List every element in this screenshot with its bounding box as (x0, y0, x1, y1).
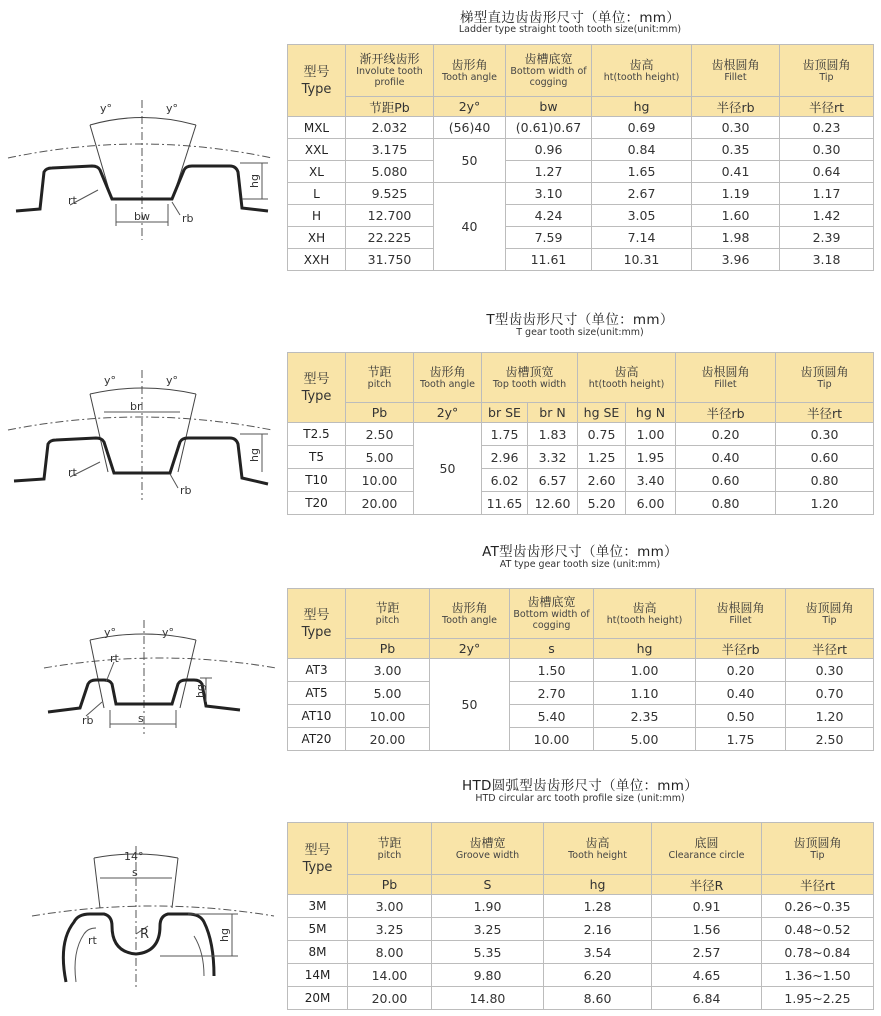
section-subtitle: AT type gear tooth size (unit:mm) (499, 559, 661, 570)
table-row: AT3 3.00 50 1.50 1.00 0.20 0.30 (288, 659, 874, 682)
angle-label: y° (162, 626, 175, 639)
s-label: s (132, 866, 138, 879)
table-row: 3M 3.00 1.90 1.28 0.91 0.26~0.35 (288, 895, 874, 918)
bw-label: bw (134, 210, 150, 223)
unit-cell: hg (544, 875, 652, 895)
rb-label: rb (82, 714, 94, 727)
header-col: 齿槽底宽 Bottom width of cogging (506, 45, 592, 97)
rt-label: rt (88, 934, 97, 947)
unit-cell: 半径rb (696, 639, 786, 659)
angle-label: y° (166, 374, 179, 387)
header-type: 型号 Type (288, 823, 348, 895)
table-row: L 9.525 40 3.10 2.67 1.19 1.17 (288, 183, 874, 205)
t-spec-table (287, 352, 874, 515)
angle-label: y° (166, 102, 179, 115)
unit-cell: hg (592, 97, 692, 117)
section-title: 梯型直边齿齿形尺寸（单位：mm） (459, 10, 681, 26)
unit-cell: 半径rt (786, 639, 874, 659)
unit-cell: S (432, 875, 544, 895)
header-col: 齿形角 Tooth angle (434, 45, 506, 97)
header-col: 齿顶圆角 Tip (776, 353, 874, 403)
unit-cell: br N (528, 403, 578, 423)
header-col: 齿顶圆角 Tip (786, 589, 874, 639)
header-col: 底圆 Clearance circle (652, 823, 762, 875)
at-tooth-diagram (40, 612, 280, 742)
header-col: 齿顶圆角 Tip (780, 45, 874, 97)
section-subtitle: HTD circular arc tooth profile size (unit:mm) (475, 793, 685, 804)
hg-label: hg (248, 174, 261, 188)
unit-cell: Pb (348, 875, 432, 895)
table-row: T20 20.00 11.65 12.60 5.20 6.00 0.80 1.20 (288, 492, 874, 515)
radius-label: R (140, 927, 150, 942)
unit-cell: 2y° (430, 639, 510, 659)
header-col: 齿槽顶宽 Top tooth width (482, 353, 578, 403)
header-col: 齿形角 Tooth angle (414, 353, 482, 403)
table-row: MXL 2.032 (56)40 (0.61)0.67 0.69 0.30 0.23 (288, 117, 874, 139)
header-col: 齿根圆角 Fillet (696, 589, 786, 639)
angle-label: 14° (124, 850, 144, 863)
table-row: XXH 31.750 11.61 10.31 3.96 3.18 (288, 249, 874, 271)
t-tooth-diagram (0, 360, 280, 520)
unit-cell: 2y° (414, 403, 482, 423)
header-col: 渐开线齿形 Involute tooth profile (346, 45, 434, 97)
header-type: 型号 Type (288, 589, 346, 659)
br-label: br (130, 400, 142, 413)
unit-cell: 2y° (434, 97, 506, 117)
table-row: 5M 3.25 3.25 2.16 1.56 0.48~0.52 (288, 918, 874, 941)
header-col: 齿槽底宽 Bottom width of cogging (510, 589, 594, 639)
unit-cell: 半径R (652, 875, 762, 895)
header-col: 节距 pitch (346, 589, 430, 639)
table-row: XL 5.080 1.27 1.65 0.41 0.64 (288, 161, 874, 183)
s-label: s (138, 712, 144, 725)
unit-cell: Pb (346, 403, 414, 423)
header-col: 齿高 ht(tooth height) (592, 45, 692, 97)
rt-label: rt (68, 466, 77, 479)
section-title: T型齿齿形尺寸（单位：mm） (486, 312, 674, 328)
hg-label: hg (194, 684, 207, 698)
unit-cell: 节距Pb (346, 97, 434, 117)
unit-cell: Pb (346, 639, 430, 659)
unit-cell: br SE (482, 403, 528, 423)
ladder-tooth-diagram (0, 80, 280, 320)
htd-spec-table (287, 822, 874, 1010)
table-row: AT5 5.00 2.70 1.10 0.40 0.70 (288, 682, 874, 705)
table-row: 8M 8.00 5.35 3.54 2.57 0.78~0.84 (288, 941, 874, 964)
angle-label: y° (104, 374, 117, 387)
table-row: 20M 20.00 14.80 8.60 6.84 1.95~2.25 (288, 987, 874, 1010)
rt-label: rt (68, 194, 77, 207)
unit-cell: bw (506, 97, 592, 117)
unit-cell: 半径rt (776, 403, 874, 423)
table-row: T10 10.00 6.02 6.57 2.60 3.40 0.60 0.80 (288, 469, 874, 492)
table-row: T2.5 2.50 50 1.75 1.83 0.75 1.00 0.20 0.30 (288, 423, 874, 446)
angle-label: y° (100, 102, 113, 115)
header-type: 型号 Type (288, 45, 346, 117)
header-col: 齿根圆角 Fillet (692, 45, 780, 97)
table-row: XH 22.225 7.59 7.14 1.98 2.39 (288, 227, 874, 249)
header-col: 齿根圆角 Fillet (676, 353, 776, 403)
unit-cell: 半径rt (780, 97, 874, 117)
header-col: 齿高 ht(tooth height) (578, 353, 676, 403)
header-type: 型号 Type (288, 353, 346, 423)
rb-label: rb (182, 212, 194, 225)
hg-label: hg (218, 928, 231, 942)
unit-cell: hg (594, 639, 696, 659)
table-row: T5 5.00 2.96 3.32 1.25 1.95 0.40 0.60 (288, 446, 874, 469)
table-row: H 12.700 4.24 3.05 1.60 1.42 (288, 205, 874, 227)
section-title: HTD圆弧型齿齿形尺寸（单位：mm） (462, 778, 698, 794)
rt-label: rt (110, 652, 119, 665)
ladder-spec-table (287, 44, 874, 271)
rb-label: rb (180, 484, 192, 497)
unit-cell: s (510, 639, 594, 659)
unit-cell: 半径rb (692, 97, 780, 117)
table-row: AT20 20.00 10.00 5.00 1.75 2.50 (288, 728, 874, 751)
htd-tooth-diagram (28, 842, 278, 992)
table-row: AT10 10.00 5.40 2.35 0.50 1.20 (288, 705, 874, 728)
table-row: 14M 14.00 9.80 6.20 4.65 1.36~1.50 (288, 964, 874, 987)
unit-cell: hg SE (578, 403, 626, 423)
header-col: 齿高 Tooth height (544, 823, 652, 875)
header-col: 齿槽宽 Groove width (432, 823, 544, 875)
hg-label: hg (248, 448, 261, 462)
section-subtitle: Ladder type straight tooth tooth size(unit:mm) (458, 24, 682, 35)
at-spec-table (287, 588, 874, 751)
table-row: XXL 3.175 50 0.96 0.84 0.35 0.30 (288, 139, 874, 161)
header-col: 齿形角 Tooth angle (430, 589, 510, 639)
header-col: 齿顶圆角 Tip (762, 823, 874, 875)
unit-cell: 半径rt (762, 875, 874, 895)
header-col: 节距 pitch (348, 823, 432, 875)
unit-cell: 半径rb (676, 403, 776, 423)
unit-cell: hg N (626, 403, 676, 423)
header-col: 节距 pitch (346, 353, 414, 403)
section-subtitle: T gear tooth size(unit:mm) (516, 327, 644, 338)
section-title: AT型齿齿形尺寸（单位：mm） (482, 544, 678, 560)
header-col: 齿高 ht(tooth height) (594, 589, 696, 639)
angle-label: y° (104, 626, 117, 639)
